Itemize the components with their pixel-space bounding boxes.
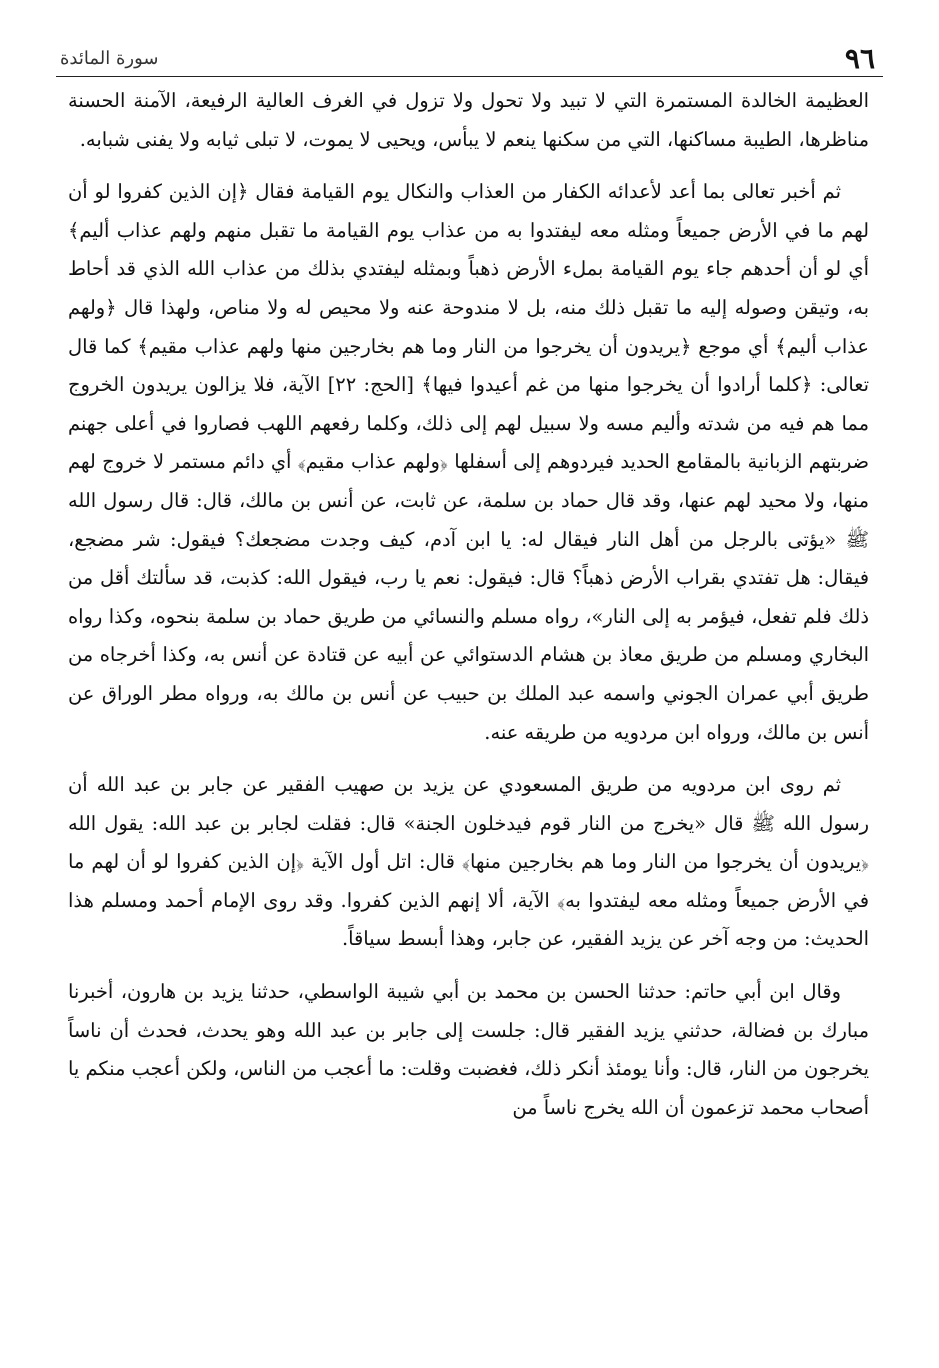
main-text (68, 82, 869, 1332)
paragraph: ثم أخبر تعالى بما أعد لأعدائه الكفار من العذاب والنكال يوم القيامة فقال ﴿إن الذين كفروا لو أن لهم ما في الأرض جميعاً ومثله معه ليفتدوا به من عذاب يوم القيامة ما تقبل منهم ولهم عذاب أليم﴾ أي لو أن أحدهم جاء يوم القيامة بملء الأرض ذهباً وبمثله ليفتدي بذلك من عذاب الله الذي قد أحاط به، وتيقن وصوله إليه ما تقبل ذلك منه، بل لا مندوحة عنه ولا محيص له ولا مناص، ولهذا قال ﴿ولهم عذاب أليم﴾ أي موجع ﴿يريدون أن يخرجوا من النار وما هم بخارجين منها ولهم عذاب مقيم﴾ كما قال تعالى: ﴿كلما أرادوا أن يخرجوا منها من غم أعيدوا فيها﴾ [الحج: ٢٢] الآية، فلا يزالون يريدون الخروج مما هم فيه من شدته وأليم مسه ولا سبيل لهم إلى ذلك، وكلما رفعهم اللهب فصاروا في أعلى جهنم ضربتهم الزبانية بالمقامع الحديد فيردوهم إلى أسفلها ﴿ولهم عذاب مقيم﴾ أي دائم مستمر لا خروج لهم منها، ولا محيد لهم عنها، وقد قال حماد بن سلمة، عن ثابت، عن أنس بن مالك، قال: قال رسول الله ﷺ «يؤتى بالرجل من أهل النار فيقال له: يا ابن آدم، كيف وجدت مضجعك؟ فيقول: شر مضجع، فيقال: هل تفتدي بقراب الأرض ذهباً؟ قال: فيقول: نعم يا رب، فيقول الله: كذبت، قد سألتك أقل من ذلك فلم تفعل، فيؤمر به إلى النار»، رواه مسلم والنسائي من طريق حماد بن سلمة بنحوه، وكذا رواه البخاري ومسلم من طريق معاذ بن هشام الدستوائي عن أبيه عن قتادة عن أنس به، وكذا أخرجاه من طريق أبي عمران الجوني واسمه عبد الملك بن حبيب عن أنس بن مالك به، ورواه مطر الوراق عن أنس بن مالك، ورواه ابن مردويه من طريقه عنه. (68, 180, 869, 744)
paragraph: وقال ابن أبي حاتم: حدثنا الحسن بن محمد بن أبي شيبة الواسطي، حدثنا يزيد بن هارون، أخبرنا مبارك بن فضالة، حدثني يزيد الفقير قال: جلست إلى جابر بن عبد الله وهو يحدث، فحدث أن ناساً يخرجون من النار، قال: وأنا يومئذ أنكر ذلك، فغضبت وقلت: ما أعجب من الناس، ولكن أعجب منكم يا أصحاب محمد تزعمون أن الله يخرج ناساً من (68, 980, 869, 1119)
page-header (56, 40, 883, 77)
running-title: سورة المائدة (60, 48, 159, 69)
paragraph: ثم روى ابن مردويه من طريق المسعودي عن يزيد بن صهيب الفقير عن جابر بن عبد الله أن رسول الله ﷺ قال «يخرج من النار قوم فيدخلون الجنة» قال: فقلت لجابر بن عبد الله: يقول الله ﴿يريدون أن يخرجوا من النار وما هم بخارجين منها﴾ قال: اتل أول الآية ﴿إن الذين كفروا لو أن لهم ما في الأرض جميعاً ومثله معه ليفتدوا به﴾ الآية، ألا إنهم الذين كفروا. وقد روى الإمام أحمد ومسلم هذا الحديث: من وجه آخر عن يزيد الفقير، عن جابر، وهذا أبسط سياقاً. (68, 773, 869, 951)
paragraph-continuation: العظيمة الخالدة المستمرة التي لا تبيد ولا تحول ولا تزول في الغرف العالية الرفيعة، الآمنة الحسنة مناظرها، الطيبة مساكنها، التي من سكنها ينعم لا يبأس، ويحيى لا يموت، لا تبلى ثيابه ولا يفنى شبابه. (68, 89, 869, 151)
page-number: ٩٦ (844, 42, 875, 75)
